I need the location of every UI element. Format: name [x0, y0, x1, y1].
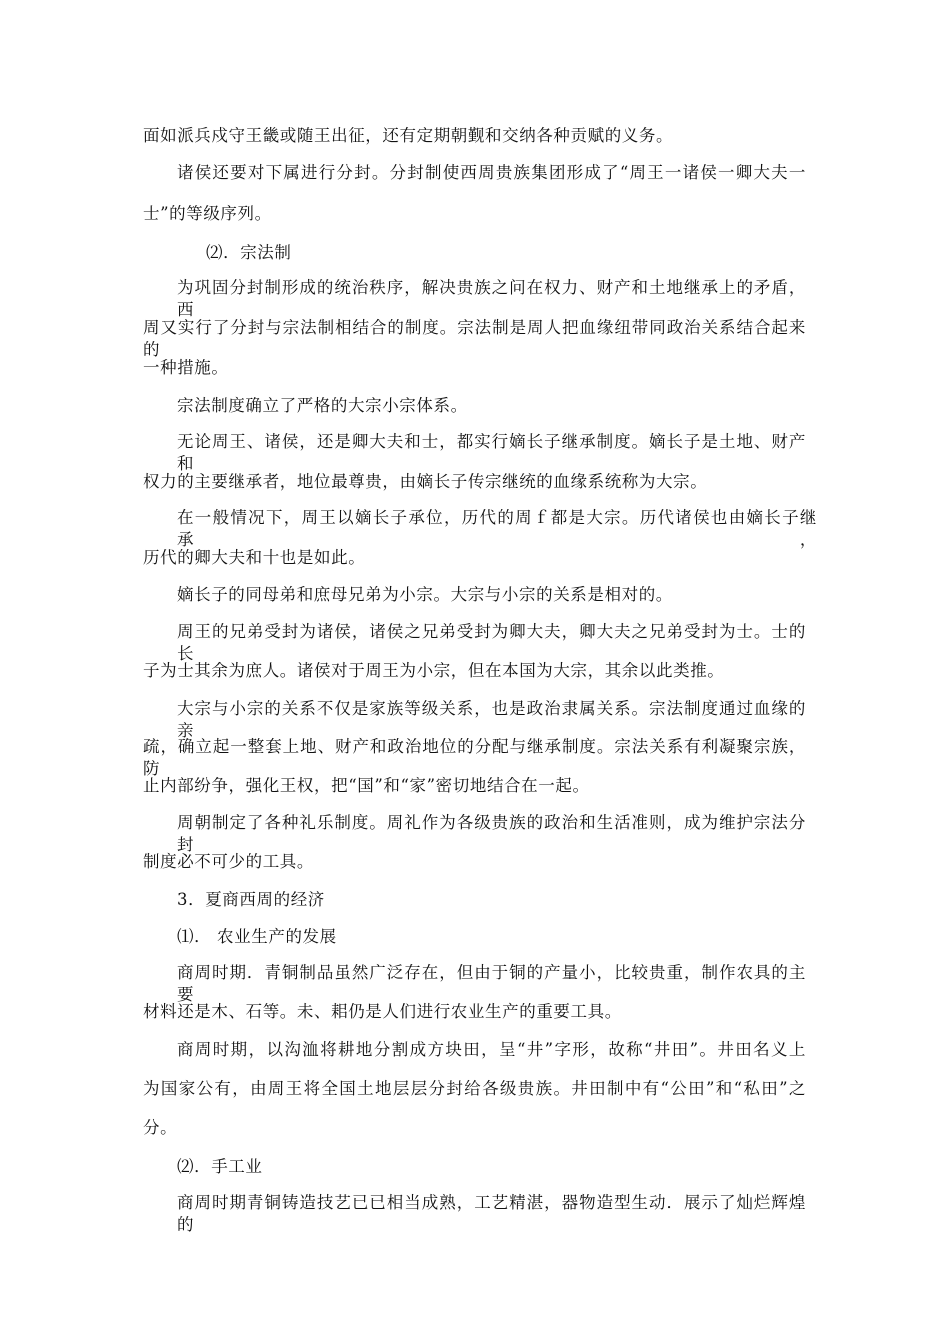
- text-line: 制度必不可少的工具。: [143, 852, 314, 871]
- text-line: 周王的兄弟受封为诸侯，诸侯之兄弟受封为卿大夫，卿大夫之兄弟受封为士。士的长: [177, 622, 806, 663]
- text-line: 周又实行了分封与宗法制相结合的制度。宗法制是周人把血缘纽带同政治关系结合起来的: [143, 318, 806, 359]
- section-heading: ⑵．宗法制: [206, 243, 292, 262]
- section-heading: ⑵．手工业: [177, 1157, 263, 1176]
- text-line: 大宗与小宗的关系不仅是家族等级关系，也是政治隶属关系。宗法制度通过血缘的亲: [177, 699, 806, 740]
- section-heading: 3．夏商西周的经济: [177, 890, 325, 909]
- text-line: 无论周王、诸侯，还是卿大夫和士，都实行嫡长子继承制度。嫡长子是土地、财产和: [177, 432, 806, 473]
- text-line: 材料还是木、石等。未、耜仍是人们进行农业生产的重要工具。: [143, 1002, 622, 1021]
- text-line: 诸侯还要对下属进行分封。分封制使西周贵族集团形成了“周王一诸侯一卿大夫一: [177, 163, 806, 182]
- text-line: 宗法制度确立了严格的大宗小宗体系。: [177, 396, 468, 415]
- text-line: 为国家公有，由周王将全国土地层层分封给各级贵族。井田制中有“公田”和“私田”之: [143, 1079, 806, 1098]
- section-heading: ⑴． 农业生产的发展: [177, 927, 337, 946]
- text-line: 士”的等级序列。: [143, 204, 272, 223]
- text-line: 疏，确立起一整套上地、财产和政治地位的分配与继承制度。宗法关系有利凝聚宗族，防: [143, 737, 806, 778]
- text-line: 为巩固分封制形成的统治秩序，解决贵族之问在权力、财产和土地继承上的矛盾，西: [177, 278, 806, 319]
- text-line: 子为士其余为庶人。诸侯对于周王为小宗，但在本国为大宗，其余以此类推。: [143, 661, 725, 680]
- text-line: 面如派兵戍守王畿或随王出征，还有定期朝觐和交纳各种贡赋的义务。: [143, 126, 674, 145]
- text-line: 商周时期青铜铸造技艺已已相当成熟，工艺精湛，器物造型生动．展示了灿烂辉煌的: [177, 1193, 806, 1234]
- text-line: 一种措施。: [143, 358, 229, 377]
- text-line: 历代的卿大夫和十也是如此。: [143, 548, 366, 567]
- text-line: 周朝制定了各种礼乐制度。周礼作为各级贵族的政治和生活准则，成为维护宗法分封: [177, 813, 806, 854]
- text-line: 嫡长子的同母弟和庶母兄弟为小宗。大宗与小宗的关系是相对的。: [177, 585, 673, 604]
- text-line: 商周时期，以沟洫将耕地分割成方块田，呈“井”字形，故称“井田”。井田名义上: [177, 1040, 806, 1059]
- text-line: 止内部纷争，强化王权，把“国”和“家”密切地结合在一起。: [143, 776, 590, 795]
- text-line: 权力的主要继承者，地位最尊贵，由嫡长子传宗继统的血缘系统称为大宗。: [143, 472, 708, 491]
- text-line: 商周时期．青铜制品虽然广泛存在，但由于铜的产量小，比较贵重，制作农具的主要: [177, 963, 806, 1004]
- text-line: 分。: [143, 1118, 178, 1137]
- text-line: 在一般情况下，周王以嫡长子承位，历代的周ｆ都是大宗。历代诸侯也由嫡长子继承，: [177, 508, 817, 549]
